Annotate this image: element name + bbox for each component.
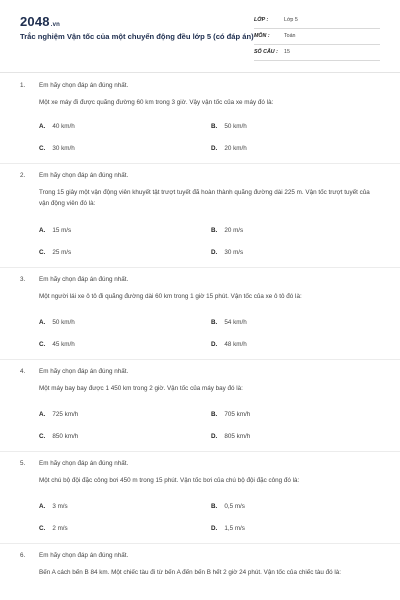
option-letter: A. [39, 411, 46, 418]
option-letter: D. [211, 433, 218, 440]
option-a[interactable] [39, 503, 68, 510]
question-instruction: Em hãy chọn đáp án đúng nhất. [39, 276, 129, 283]
option-text: 725 km/h [52, 411, 79, 418]
question-instruction: Em hãy chọn đáp án đúng nhất. [39, 82, 129, 89]
question-divider [0, 543, 400, 544]
option-a[interactable] [39, 123, 75, 130]
question-divider [0, 267, 400, 268]
option-letter: D. [211, 525, 218, 532]
option-letter: D. [211, 341, 218, 348]
option-text: 850 km/h [52, 433, 79, 440]
option-text: 20 m/s [224, 227, 244, 234]
option-text: 48 km/h [224, 341, 247, 348]
option-c[interactable] [39, 249, 71, 256]
option-text: 0,5 m/s [224, 503, 245, 510]
option-text: 54 km/h [224, 319, 247, 326]
question-divider [0, 451, 400, 452]
meta-row-count [254, 46, 380, 61]
question-text: Một người lái xe ô tô đi quãng đường dài 60 km trong 1 giờ 15 phút. Vận tốc của xe ô tô đó là: [39, 293, 302, 300]
question-text: Một xe máy đi được quãng đường 60 km trong 3 giờ. Vậy vận tốc của xe máy đó là: [39, 99, 274, 106]
option-text: 705 km/h [224, 411, 251, 418]
question-number: 3. [20, 276, 26, 283]
question-text: Trong 15 giây một vận động viên khuyết tật trượt tuyết đã hoàn thành quãng đường dài 225 m. Vận tốc trượt tuyết của vận động viên đó là: [39, 189, 370, 207]
meta-label: SỐ CÂU : [254, 49, 278, 55]
option-d[interactable] [211, 341, 247, 348]
option-letter: A. [39, 123, 46, 130]
meta-row-subject [254, 30, 380, 45]
option-d[interactable] [211, 433, 250, 440]
option-d[interactable] [211, 525, 245, 532]
option-text: 30 km/h [52, 145, 75, 152]
site-logo[interactable] [20, 14, 60, 29]
question-number: 1. [20, 82, 26, 89]
question-text: Một máy bay bay được 1 450 km trong 2 giờ. Vận tốc của máy bay đó là: [39, 385, 243, 392]
option-letter: B. [211, 503, 218, 510]
question-instruction: Em hãy chọn đáp án đúng nhất. [39, 460, 129, 467]
option-b[interactable] [211, 227, 243, 234]
option-c[interactable] [39, 525, 68, 532]
question-divider [0, 359, 400, 360]
option-letter: C. [39, 525, 46, 532]
option-c[interactable] [39, 145, 75, 152]
option-text: 1,5 m/s [224, 525, 245, 532]
question-number: 4. [20, 368, 26, 375]
option-letter: A. [39, 227, 46, 234]
option-letter: C. [39, 145, 46, 152]
option-a[interactable] [39, 227, 71, 234]
option-letter: C. [39, 433, 46, 440]
option-a[interactable] [39, 411, 78, 418]
question-number: 6. [20, 552, 26, 559]
option-text: 805 km/h [224, 433, 251, 440]
option-text: 15 m/s [52, 227, 72, 234]
option-d[interactable] [211, 249, 243, 256]
meta-label: LỚP : [254, 17, 269, 23]
option-a[interactable] [39, 319, 75, 326]
question-instruction: Em hãy chọn đáp án đúng nhất. [39, 368, 129, 375]
option-text: 3 m/s [52, 503, 68, 510]
question-instruction: Em hãy chọn đáp án đúng nhất. [39, 172, 129, 179]
option-text: 30 m/s [224, 249, 244, 256]
option-d[interactable] [211, 145, 247, 152]
option-text: 20 km/h [224, 145, 247, 152]
logo-tld: .vn [50, 22, 61, 28]
logo-text: 2048 [20, 14, 50, 29]
option-text: 40 km/h [52, 123, 75, 130]
option-b[interactable] [211, 123, 247, 130]
option-letter: A. [39, 319, 46, 326]
page-header [0, 0, 400, 68]
question-number: 5. [20, 460, 26, 467]
option-letter: B. [211, 123, 218, 130]
meta-value: Toán [284, 33, 296, 39]
question-text: Bến A cách bến B 84 km. Một chiếc tàu đi từ bến A đến bến B hết 2 giờ 24 phút. Vận tốc của chiếc tàu đó là: [39, 569, 342, 576]
option-letter: D. [211, 249, 218, 256]
option-c[interactable] [39, 433, 78, 440]
option-letter: C. [39, 341, 46, 348]
option-b[interactable] [211, 411, 250, 418]
question-number: 2. [20, 172, 26, 179]
option-letter: D. [211, 145, 218, 152]
meta-value: 15 [284, 49, 290, 55]
option-b[interactable] [211, 503, 245, 510]
question-instruction: Em hãy chọn đáp án đúng nhất. [39, 552, 129, 559]
option-text: 45 km/h [52, 341, 75, 348]
option-text: 50 km/h [52, 319, 75, 326]
option-letter: B. [211, 227, 218, 234]
option-c[interactable] [39, 341, 75, 348]
document-meta [254, 14, 380, 62]
option-letter: A. [39, 503, 46, 510]
meta-row-grade [254, 14, 380, 29]
option-text: 25 m/s [52, 249, 72, 256]
option-text: 2 m/s [52, 525, 68, 532]
option-letter: B. [211, 411, 218, 418]
option-b[interactable] [211, 319, 247, 326]
option-letter: B. [211, 319, 218, 326]
meta-label: MÔN : [254, 33, 270, 39]
meta-value: Lớp 5 [284, 17, 298, 23]
option-text: 50 km/h [224, 123, 247, 130]
question-divider [0, 163, 400, 164]
option-letter: C. [39, 249, 46, 256]
header-divider [0, 72, 400, 73]
question-text: Một chú bộ đội đặc công bơi 450 m trong 15 phút. Vận tốc bơi của chú bộ đội đặc công đó là: [39, 477, 300, 484]
document-title: Trắc nghiệm Vận tốc của một chuyển động đều lớp 5 (có đáp án) [20, 32, 254, 41]
